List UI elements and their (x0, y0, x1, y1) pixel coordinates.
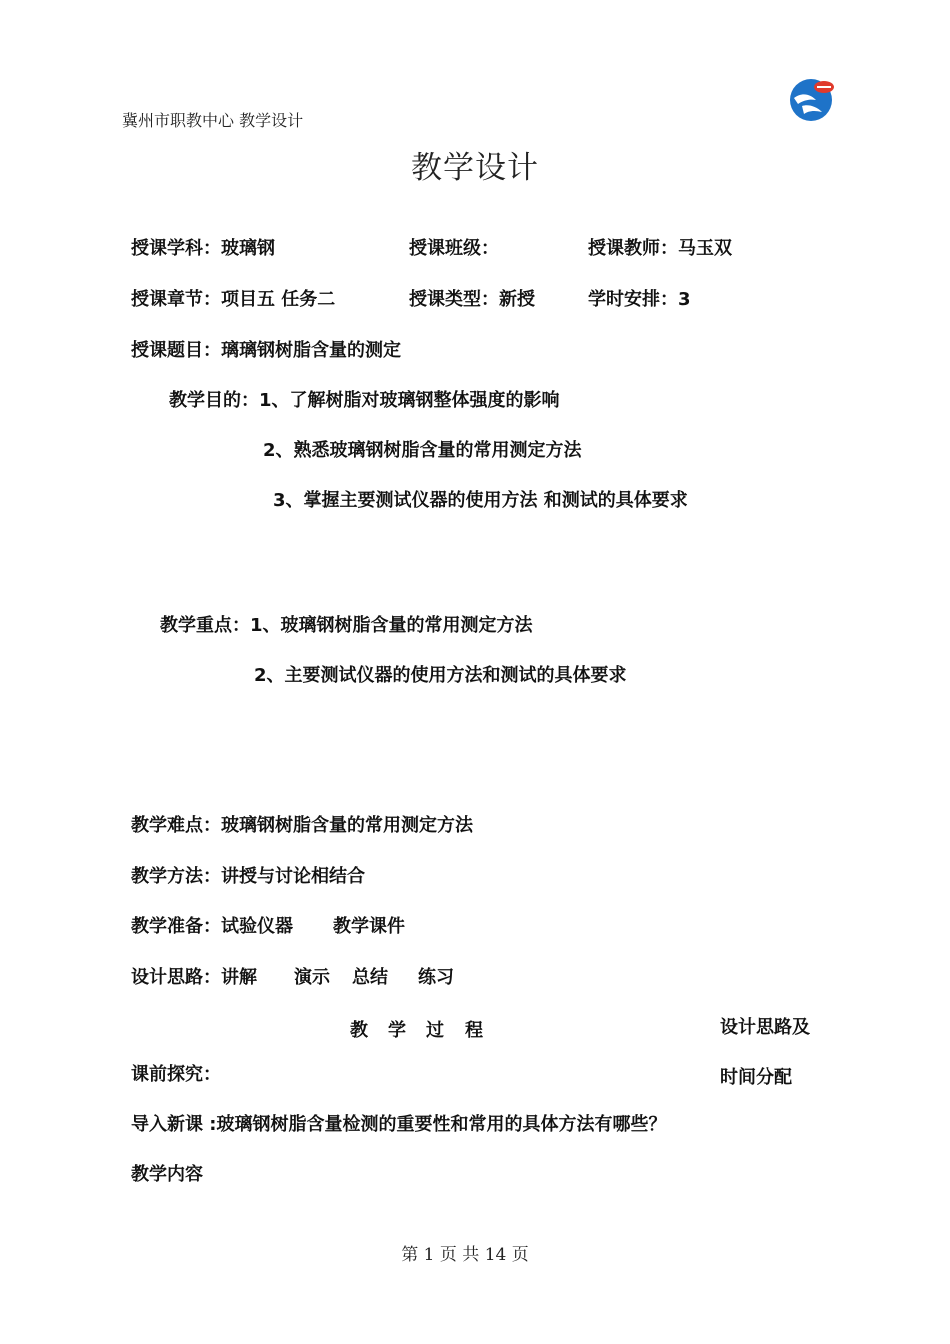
bird-emblem-logo (788, 76, 836, 122)
process-heading-char: 教 (350, 1020, 368, 1041)
design-step: 演示 (294, 967, 330, 988)
design-label: 设计思路：讲解 (131, 967, 257, 988)
info-topic: 授课题目：璃璃钢树脂含量的测定 (131, 340, 401, 361)
info-type: 授课类型：新授 (409, 289, 535, 310)
objective-line-1: 教学目的：1、了解树脂对玻璃钢整体强度的影响 (169, 390, 560, 411)
info-subject: 授课学科：玻璃钢 (131, 238, 275, 259)
method-line: 教学方法：讲授与讨论相结合 (131, 866, 365, 887)
info-hours: 学时安排：3 (588, 289, 691, 310)
process-heading-char: 程 (465, 1020, 483, 1041)
header-org-text: 冀州市职教中心 教学设计 (122, 111, 304, 130)
key-point-line-1: 教学重点：1、玻璃钢树脂含量的常用测定方法 (160, 615, 533, 636)
process-heading-char: 过 (426, 1020, 444, 1041)
page-number: 第 1 页 共 14 页 (401, 1245, 529, 1265)
info-class: 授课班级： (409, 238, 499, 259)
design-step: 总结 (352, 967, 388, 988)
pre-class-label: 课前探究： (131, 1064, 221, 1085)
key-point-line-2: 2、主要测试仪器的使用方法和测试的具体要求 (254, 665, 627, 686)
difficulty-line: 教学难点：玻璃钢树脂含量的常用测定方法 (131, 815, 473, 836)
design-step: 练习 (418, 967, 454, 988)
preparation-item: 教学课件 (333, 916, 405, 937)
objective-line-3: 3、掌握主要测试仪器的使用方法 和测试的具体要求 (273, 490, 688, 511)
side-heading-line-2: 时间分配 (720, 1067, 792, 1088)
preparation-label: 教学准备：试验仪器 (131, 916, 293, 937)
content-label: 教学内容 (131, 1164, 203, 1185)
document-title: 教学设计 (411, 150, 539, 186)
side-heading-line-1: 设计思路及 (720, 1017, 810, 1038)
process-heading-char: 学 (388, 1020, 406, 1041)
intro-line: 导入新课 :玻璃钢树脂含量检测的重要性和常用的具体方法有哪些？ (131, 1114, 667, 1135)
objective-line-2: 2、熟悉玻璃钢树脂含量的常用测定方法 (263, 440, 582, 461)
info-chapter: 授课章节：项目五 任务二 (131, 289, 336, 310)
info-teacher: 授课教师：马玉双 (588, 238, 732, 259)
